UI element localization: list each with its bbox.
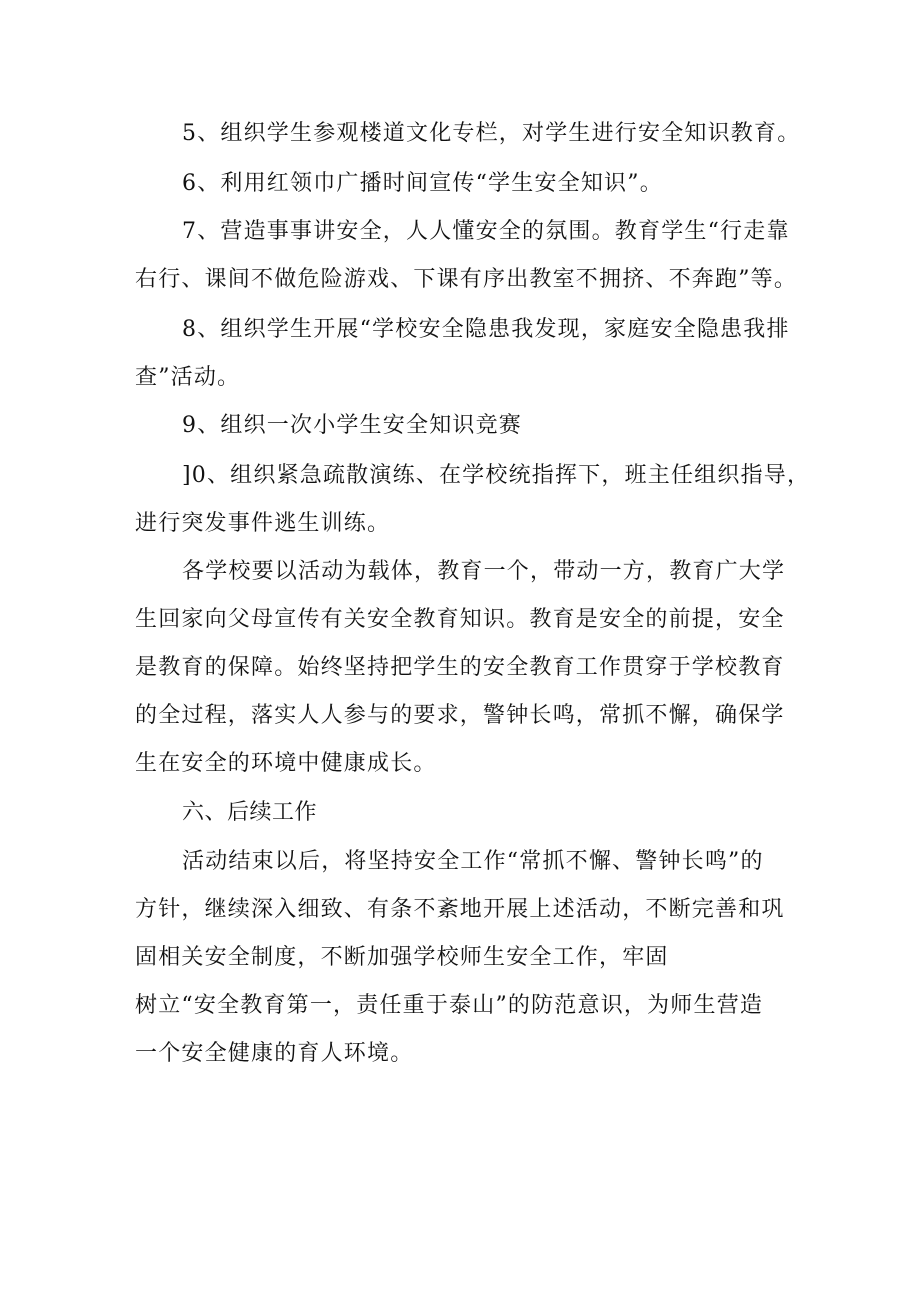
item-8-line-2: 查”活动。: [135, 365, 241, 390]
item-7-line-2: 右行、课间不做危险游戏、下课有序出教室不拥挤、不奔跑”等。: [135, 267, 798, 292]
summary-line-1: 各学校要以活动为载体，教育一个，带动一方，教育广大学: [182, 559, 786, 584]
item-8-line-1: 8、组织学生开展“学校安全隐患我发现，家庭安全隐患我排: [182, 317, 790, 342]
followup-line-5: 一个安全健康的育人环境。: [135, 1041, 414, 1066]
item-9-line: 9、组织一次小学生安全知识竞赛: [182, 413, 522, 438]
item-5-line: 5、组织学生参观楼道文化专栏，对学生进行安全知识教育。: [182, 121, 801, 146]
item-6-line: 6、利用红领巾广播时间宣传“学生安全知识”。: [182, 171, 663, 196]
followup-line-2: 方针，继续深入细致、有条不紊地开展上述活动，不断完善和巩: [135, 897, 785, 922]
followup-line-1: 活动结束以后，将坚持安全工作“常抓不懈、警钟长鸣”的: [182, 849, 764, 874]
item-10-line-1: ]0、组织紧急疏散演练、在学校统指挥下，班主任组织指导，: [182, 463, 811, 488]
followup-line-4: 树立“安全教育第一，责任重于泰山”的防范意识，为师生营造: [135, 993, 764, 1018]
item-7-line-1: 7、营造事事讲安全，人人懂安全的氛围。教育学生“行走靠: [182, 219, 790, 244]
summary-line-3: 是教育的保障。始终坚持把学生的安全教育工作贯穿于学校教育: [135, 655, 785, 680]
summary-line-5: 生在安全的环境中健康成长。: [135, 751, 437, 776]
item-10-line-2: 进行突发事件逃生训练。: [135, 511, 391, 536]
section-heading: 六、后续工作: [182, 800, 318, 825]
summary-line-2: 生回家向父母宣传有关安全教育知识。教育是安全的前提，安全: [135, 607, 785, 632]
followup-line-3: 固相关安全制度，不断加强学校师生安全工作，牢固: [135, 945, 669, 970]
summary-line-4: 的全过程，落实人人参与的要求，警钟长鸣，常抓不懈，确保学: [135, 703, 785, 728]
